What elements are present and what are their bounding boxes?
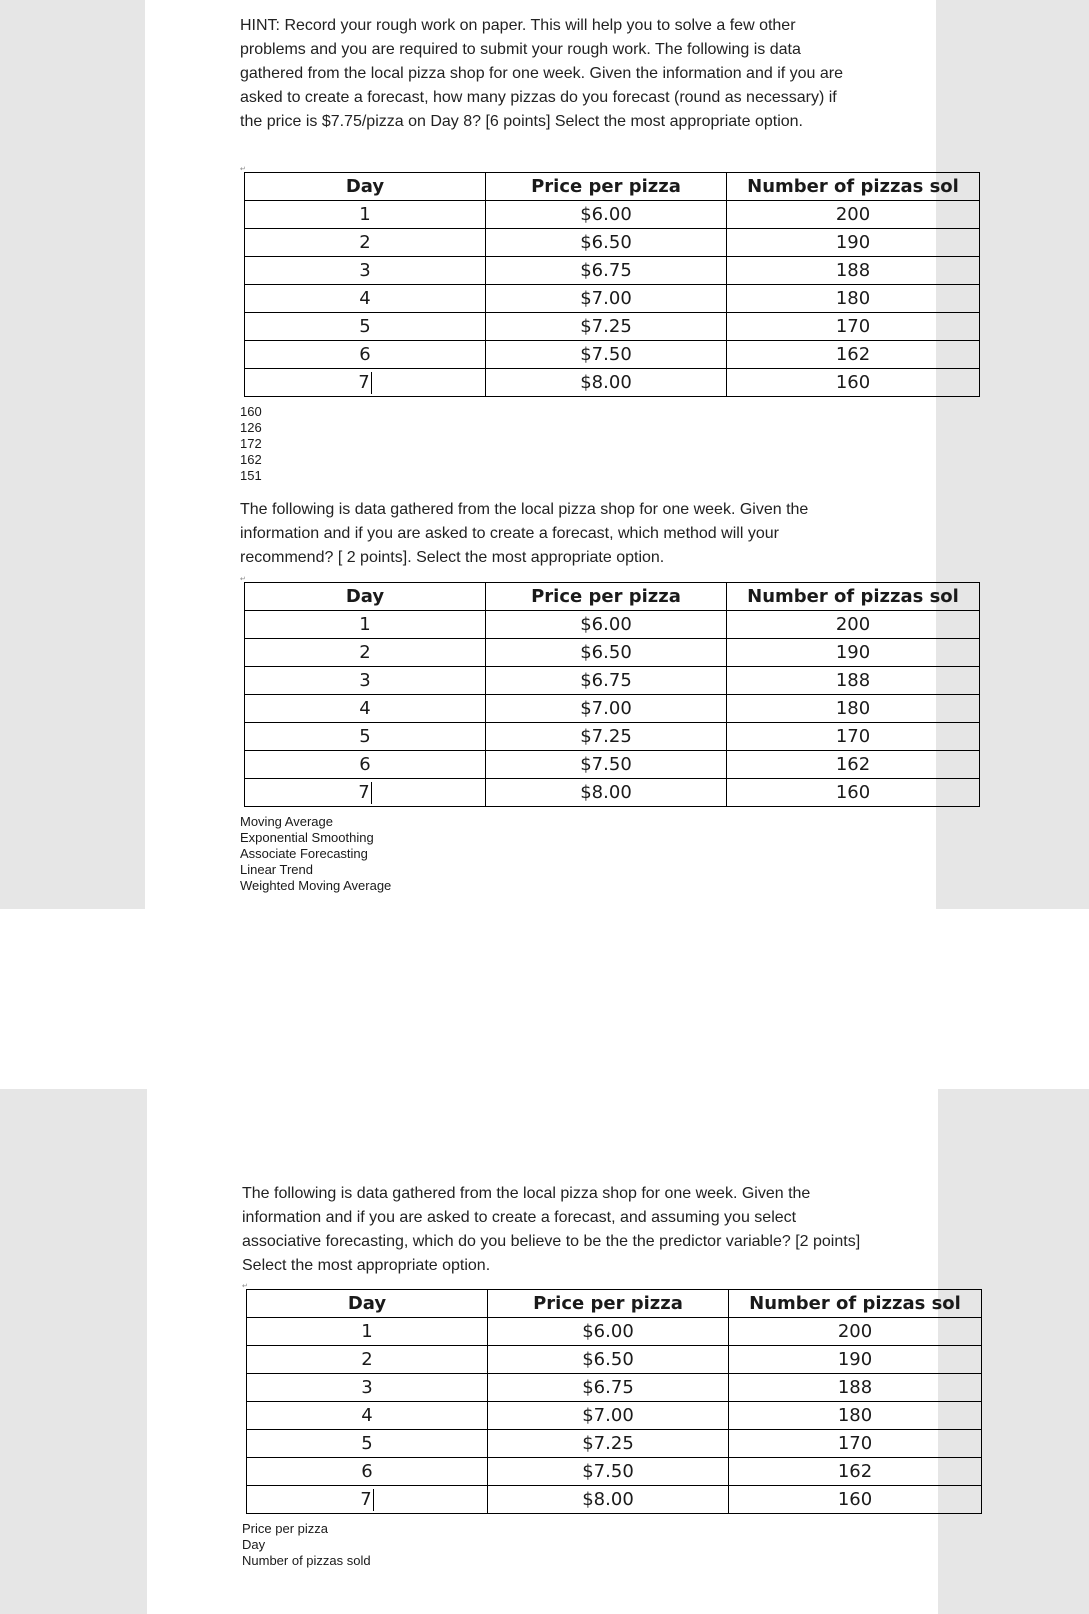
table-row	[245, 639, 980, 667]
question-2-table	[244, 582, 980, 807]
table-row	[247, 1430, 982, 1458]
cell: 160	[727, 369, 980, 397]
table-row	[247, 1486, 982, 1514]
cell: 190	[727, 639, 980, 667]
question-2-options	[240, 814, 391, 894]
cell: 190	[729, 1346, 982, 1374]
cell: 190	[727, 229, 980, 257]
table-row	[245, 695, 980, 723]
cell: $7.00	[488, 1402, 729, 1430]
column-header: Day	[245, 583, 486, 611]
column-header: Day	[245, 173, 486, 201]
question-1-table	[244, 172, 980, 397]
cell: $7.50	[486, 341, 727, 369]
cell: $7.50	[488, 1458, 729, 1486]
cell: 162	[727, 751, 980, 779]
cell: 160	[729, 1486, 982, 1514]
column-header: Number of pizzas sol	[727, 583, 980, 611]
table-row	[245, 285, 980, 313]
table-row	[245, 369, 980, 397]
answer-option[interactable]: Day	[242, 1537, 266, 1552]
cell	[245, 369, 486, 397]
table-row	[247, 1402, 982, 1430]
cell: $6.75	[486, 257, 727, 285]
cell: 2	[247, 1346, 488, 1374]
question-3-prompt: The following is data gathered from the local pizza shop for one week. Given the information and if you are asked to create a forecast, and assuming you select associative forecasting, which do you believe to be the the predictor variable? [2 points] Select the most appropriate option.	[242, 1185, 861, 1274]
question-2	[240, 498, 860, 570]
paragraph-mark-icon: ↵	[242, 1283, 248, 1290]
table-row	[245, 751, 980, 779]
cell	[247, 1486, 488, 1514]
cell: 3	[245, 667, 486, 695]
cell: 6	[245, 341, 486, 369]
table-row	[247, 1458, 982, 1486]
answer-option[interactable]: Price per pizza	[242, 1521, 328, 1536]
cell	[245, 779, 486, 807]
question-1	[240, 14, 860, 134]
cell: $6.75	[488, 1374, 729, 1402]
answer-option[interactable]: 126	[240, 420, 262, 435]
cell: $7.00	[486, 695, 727, 723]
table-row	[245, 779, 980, 807]
question-2-table-wrap	[244, 582, 959, 807]
table-row	[245, 313, 980, 341]
cell: 2	[245, 639, 486, 667]
cell: 160	[727, 779, 980, 807]
table-row	[245, 341, 980, 369]
table-row	[245, 611, 980, 639]
answer-option[interactable]: Weighted Moving Average	[240, 878, 392, 893]
column-header: Number of pizzas sol	[727, 173, 980, 201]
cell-text: 7	[358, 781, 370, 803]
question-1-table-wrap	[244, 172, 959, 397]
text-cursor-icon	[371, 782, 372, 804]
table-row	[247, 1374, 982, 1402]
cell: $8.00	[486, 369, 727, 397]
cell: $6.75	[486, 667, 727, 695]
table-row	[245, 201, 980, 229]
cell: 5	[245, 313, 486, 341]
cell: 4	[247, 1402, 488, 1430]
table-row	[245, 257, 980, 285]
cell: 6	[247, 1458, 488, 1486]
answer-option[interactable]: Number of pizzas sold	[242, 1553, 371, 1568]
cell: 162	[729, 1458, 982, 1486]
answer-option[interactable]: Linear Trend	[240, 862, 313, 877]
answer-option[interactable]: Associate Forecasting	[240, 846, 368, 861]
cell: 5	[247, 1430, 488, 1458]
cell: 188	[727, 257, 980, 285]
cell: 1	[245, 611, 486, 639]
cell: 188	[727, 667, 980, 695]
table-header-row	[247, 1290, 982, 1318]
cell: 1	[247, 1318, 488, 1346]
table-row	[245, 667, 980, 695]
answer-option[interactable]: Moving Average	[240, 814, 333, 829]
column-header: Price per pizza	[488, 1290, 729, 1318]
cell: 2	[245, 229, 486, 257]
cell: 5	[245, 723, 486, 751]
column-header: Number of pizzas sol	[729, 1290, 982, 1318]
cell: 3	[247, 1374, 488, 1402]
cell: 170	[727, 313, 980, 341]
text-cursor-icon	[371, 372, 372, 394]
text-cursor-icon	[373, 1489, 374, 1511]
cell: 1	[245, 201, 486, 229]
cell: 162	[727, 341, 980, 369]
cell: $7.25	[486, 313, 727, 341]
cell: 3	[245, 257, 486, 285]
question-1-prompt: HINT: Record your rough work on paper. This will help you to solve a few other problems and you are required to submit your rough work. The following is data gathered from the local pizza shop for one week. Given the information and if you are asked to create a forecast, how many pizzas do you forecast (round as necessary) if the price is $7.75/pizza on Day 8? [6 points] Select the most appropriate option.	[240, 17, 844, 130]
table-row	[245, 229, 980, 257]
cell: 180	[727, 285, 980, 313]
cell: 170	[729, 1430, 982, 1458]
cell: 180	[729, 1402, 982, 1430]
cell: $7.00	[486, 285, 727, 313]
table-header-row	[245, 583, 980, 611]
cell: $6.00	[488, 1318, 729, 1346]
answer-option[interactable]: 172	[240, 436, 262, 451]
cell: 180	[727, 695, 980, 723]
column-header: Price per pizza	[486, 583, 727, 611]
question-3-table-wrap	[246, 1289, 961, 1514]
paragraph-mark-icon: ↵	[240, 166, 246, 173]
cell: 4	[245, 695, 486, 723]
answer-option[interactable]: Exponential Smoothing	[240, 830, 374, 845]
cell-text: 7	[358, 371, 370, 393]
answer-option[interactable]: 160	[240, 404, 262, 419]
cell: $7.25	[488, 1430, 729, 1458]
table-row	[247, 1318, 982, 1346]
cell: 6	[245, 751, 486, 779]
question-1-options	[240, 404, 262, 484]
question-3-table	[246, 1289, 982, 1514]
question-2-prompt: The following is data gathered from the local pizza shop for one week. Given the information and if you are asked to create a forecast, which method will your recommend? [ 2 points]. Select the most appropriate option.	[240, 501, 809, 566]
cell: $8.00	[486, 779, 727, 807]
cell: $7.25	[486, 723, 727, 751]
cell: 200	[727, 611, 980, 639]
cell: 188	[729, 1374, 982, 1402]
cell: $6.50	[488, 1346, 729, 1374]
cell: $6.00	[486, 611, 727, 639]
question-3-options	[242, 1521, 371, 1569]
cell: 200	[727, 201, 980, 229]
column-header: Day	[247, 1290, 488, 1318]
table-header-row	[245, 173, 980, 201]
cell: 200	[729, 1318, 982, 1346]
column-header: Price per pizza	[486, 173, 727, 201]
cell-text: 7	[360, 1488, 372, 1510]
table-row	[245, 723, 980, 751]
cell: $7.50	[486, 751, 727, 779]
answer-option[interactable]: 162	[240, 452, 262, 467]
cell: $6.50	[486, 229, 727, 257]
cell: $6.00	[486, 201, 727, 229]
table-row	[247, 1346, 982, 1374]
cell: $8.00	[488, 1486, 729, 1514]
answer-option[interactable]: 151	[240, 468, 262, 483]
cell: $6.50	[486, 639, 727, 667]
paragraph-mark-icon: ↵	[240, 576, 246, 583]
cell: 4	[245, 285, 486, 313]
cell: 170	[727, 723, 980, 751]
question-3	[242, 1182, 862, 1278]
